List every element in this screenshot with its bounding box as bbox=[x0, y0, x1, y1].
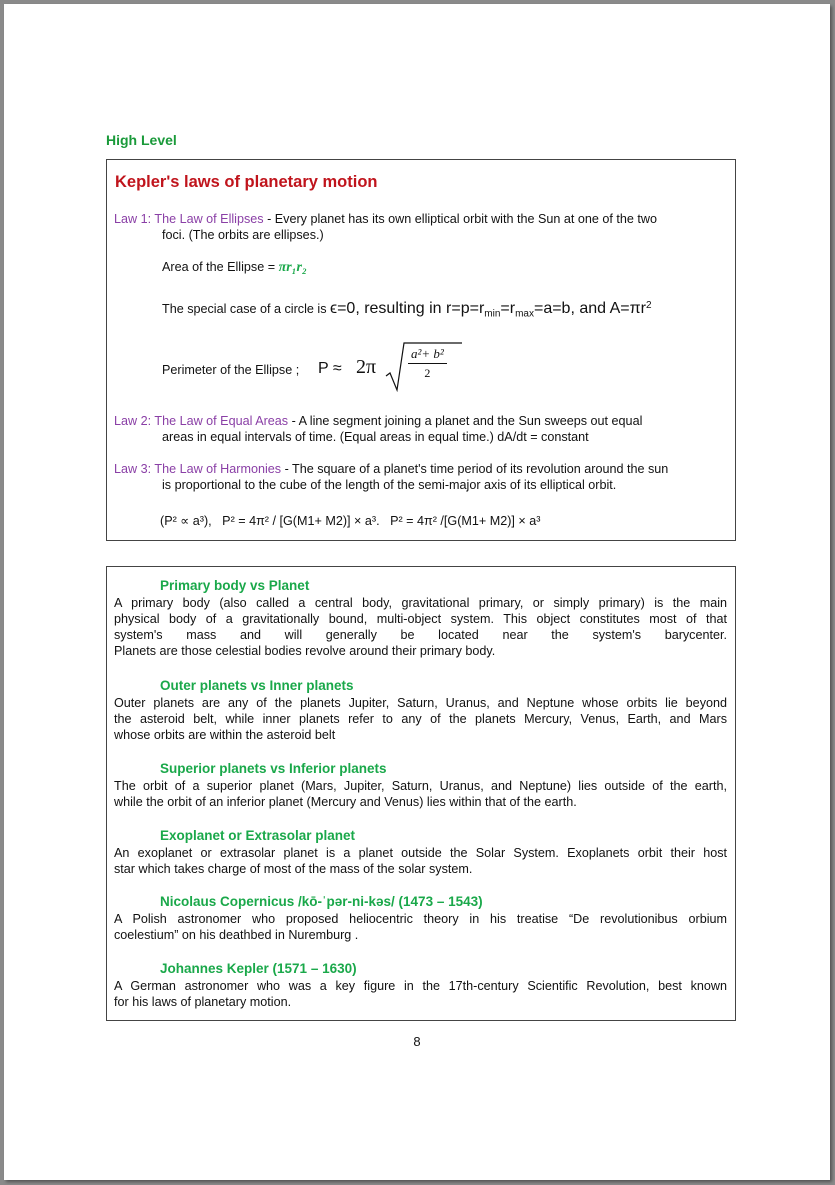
definition-line: coelestium” on his deathbed in Nuremburg . bbox=[114, 928, 359, 942]
definition-body bbox=[114, 595, 727, 659]
law-2 bbox=[114, 413, 727, 445]
definition-line: for his laws of planetary motion. bbox=[114, 995, 292, 1009]
definition-body bbox=[114, 845, 727, 877]
circle-rest: =a=b, and A=πr bbox=[533, 300, 646, 318]
perimeter-numerator: a²+ b² bbox=[408, 346, 447, 364]
kepler-title: Kepler's laws of planetary motion bbox=[115, 173, 378, 191]
definition-line: system's mass and will generally be located near the system's barycenter. bbox=[114, 628, 727, 642]
definition-line: A German astronomer who was a key figure in the 17th-century Scientific Revolution, best known bbox=[114, 979, 727, 993]
kepler-laws-box bbox=[106, 159, 736, 541]
level-heading: High Level bbox=[106, 132, 177, 148]
law-2-text: - A line segment joining a planet and the Sun sweeps out equal bbox=[288, 414, 643, 428]
definition-body bbox=[114, 695, 727, 743]
definition-line: the asteroid belt, while inner planets refer to any of the planets Mercury, Venus, Earth, and Mars bbox=[114, 712, 727, 726]
definition-line: physical body of a gravitationally bound, multi-object system. This object constitutes most of that bbox=[114, 612, 727, 626]
law-1-name: Law 1: The Law of Ellipses bbox=[114, 212, 264, 226]
law-2-text-cont: areas in equal intervals of time. (Equal areas in equal time.) dA/dt = constant bbox=[162, 430, 589, 444]
definition-line: Planets are those celestial bodies revolve around their primary body. bbox=[114, 644, 496, 658]
definitions-box bbox=[106, 566, 736, 1021]
law-3-formula: (P² ∝ a³), P² = 4π² / [G(M1+ M2)] × a³. P² = 4π² /[G(M1+ M2)] × a³ bbox=[160, 514, 541, 528]
definition-body bbox=[114, 778, 727, 810]
circle-formula: ϵ=0, resulting in r=p=r bbox=[330, 300, 485, 318]
definition-line: A primary body (also called a central body, gravitational primary, or simply primary) is the main bbox=[114, 596, 727, 610]
definition-line: The orbit of a superior planet (Mars, Jupiter, Saturn, Uranus, and Neptune) lies outside of the earth, bbox=[114, 779, 727, 793]
definition-line: Outer planets are any of the planets Jupiter, Saturn, Uranus, and Neptune whose orbits lie beyond bbox=[114, 696, 727, 710]
definition-body bbox=[114, 978, 727, 1010]
perimeter-line bbox=[162, 340, 522, 390]
definition-body bbox=[114, 911, 727, 943]
perimeter-fraction bbox=[408, 346, 447, 381]
definition-line: whose orbits are within the asteroid belt bbox=[114, 728, 336, 742]
perimeter-p: P ≈ bbox=[318, 360, 342, 377]
law-2-name: Law 2: The Law of Equal Areas bbox=[114, 414, 289, 428]
perimeter-label: Perimeter of the Ellipse ; bbox=[162, 363, 300, 377]
law-3-text-cont: is proportional to the cube of the length of the semi-major axis of its elliptical orbit. bbox=[162, 478, 617, 492]
definition-line: A Polish astronomer who proposed heliocentric theory in his treatise “De revolutionibus orbium bbox=[114, 912, 727, 926]
law-3-name: Law 3: The Law of Harmonies bbox=[114, 462, 282, 476]
area-label: Area of the Ellipse = bbox=[162, 260, 279, 274]
definition-heading: Nicolaus Copernicus /kō-ˈpər-ni-kəs/ (1473 – 1543) bbox=[160, 894, 483, 909]
document-page bbox=[4, 4, 830, 1180]
law-3 bbox=[114, 461, 727, 493]
definition-heading: Primary body vs Planet bbox=[160, 578, 310, 593]
definition-heading: Superior planets vs Inferior planets bbox=[160, 761, 387, 776]
law-1 bbox=[114, 211, 727, 243]
circle-text: The special case of a circle is bbox=[162, 302, 330, 317]
law-1-text-cont: foci. (The orbits are ellipses.) bbox=[162, 228, 324, 242]
circle-case-line bbox=[162, 300, 652, 320]
area-formula: πr₁r₂ bbox=[278, 260, 307, 275]
definition-line: while the orbit of an inferior planet (Mercury and Venus) lies within that of the earth. bbox=[114, 795, 577, 809]
definition-heading: Outer planets vs Inner planets bbox=[160, 678, 354, 693]
circle-sup: 2 bbox=[645, 300, 652, 311]
circle-sub-max: max bbox=[515, 308, 534, 320]
area-formula-line bbox=[162, 260, 307, 276]
definition-heading: Johannes Kepler (1571 – 1630) bbox=[160, 961, 357, 976]
law-1-text: - Every planet has its own elliptical orbit with the Sun at one of the two bbox=[263, 212, 657, 226]
perimeter-denominator: 2 bbox=[424, 366, 431, 380]
law-3-text: - The square of a planet's time period of its revolution around the sun bbox=[281, 462, 669, 476]
definition-line: An exoplanet or extrasolar planet is a planet outside the Solar System. Exoplanets orbit their host bbox=[114, 846, 727, 860]
circle-eq: =r bbox=[500, 300, 516, 318]
circle-sub-min: min bbox=[484, 308, 501, 320]
page-number: 8 bbox=[413, 1034, 421, 1049]
perimeter-2pi: 2π bbox=[356, 356, 377, 378]
definition-line: star which takes charge of most of the mass of the solar system. bbox=[114, 862, 473, 876]
definition-heading: Exoplanet or Extrasolar planet bbox=[160, 828, 356, 843]
